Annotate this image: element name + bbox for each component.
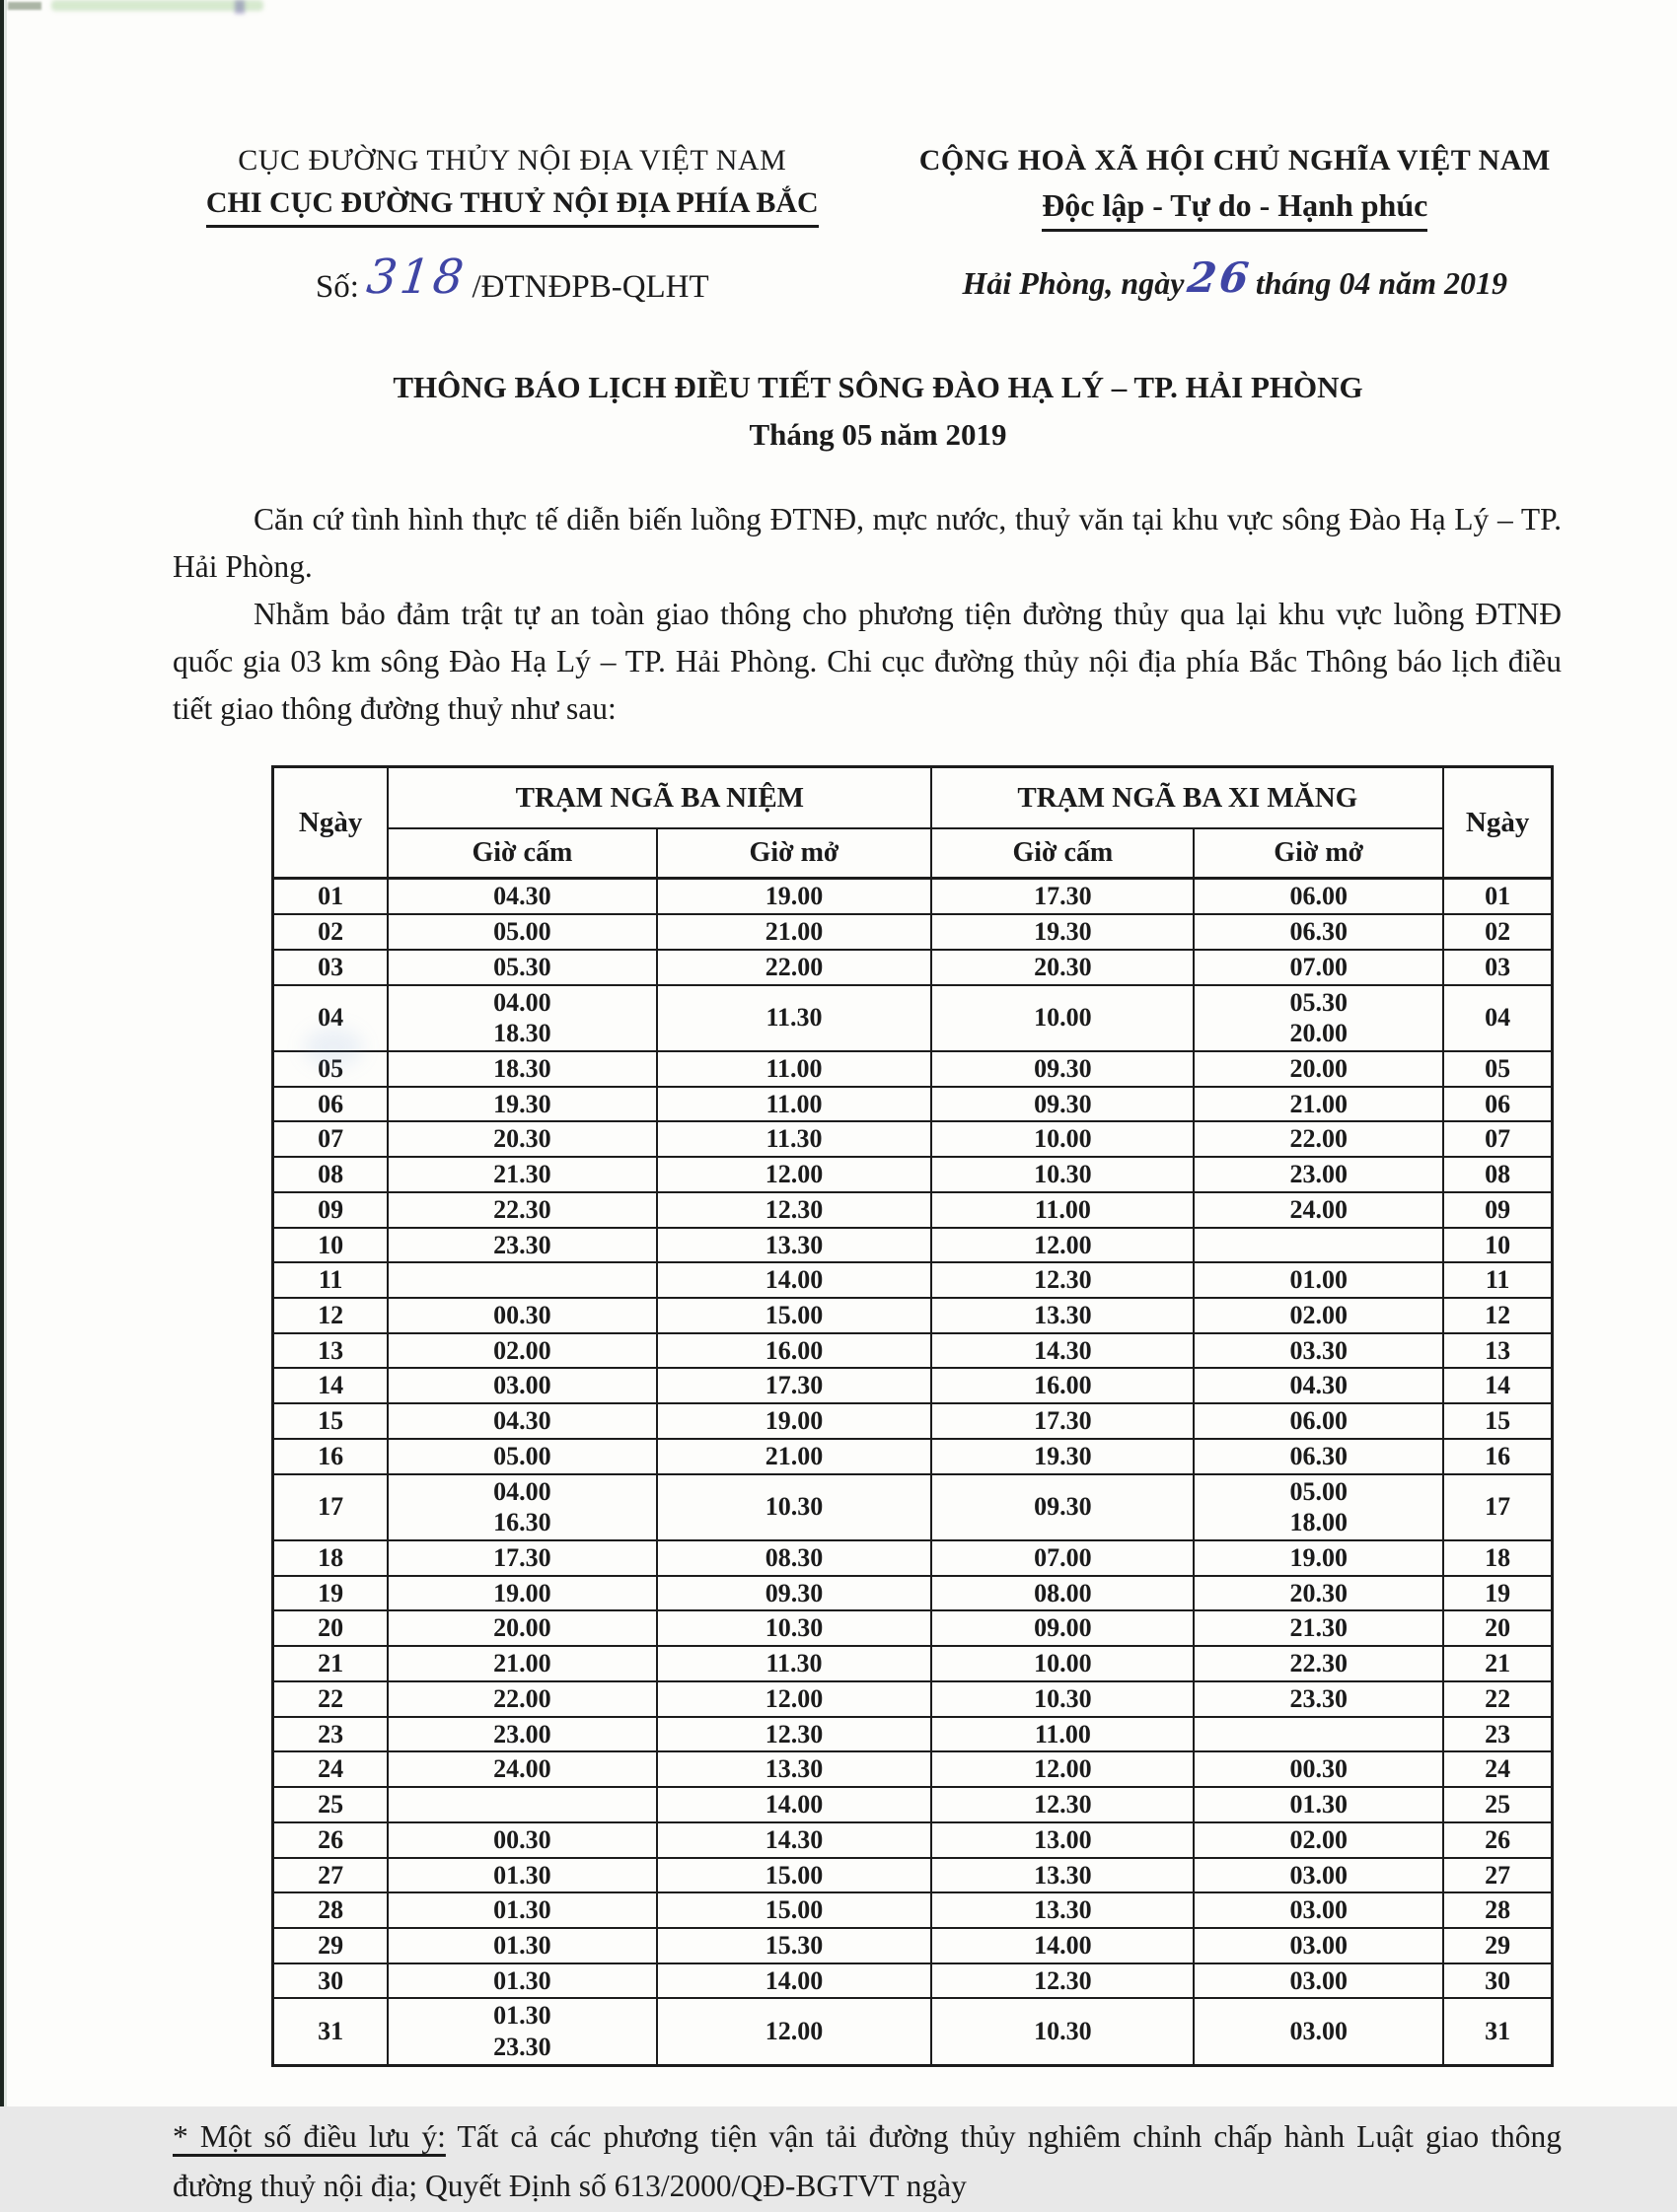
ximang-closed-cell: 14.00 xyxy=(931,1928,1194,1963)
day-cell-left: 24 xyxy=(273,1751,389,1787)
day-cell-left: 02 xyxy=(273,914,389,950)
national-motto-block xyxy=(852,144,1618,309)
day-cell-left: 26 xyxy=(273,1822,389,1858)
niem-open-cell: 21.00 xyxy=(657,1439,932,1474)
station1-open-header: Giờ mở xyxy=(657,828,932,879)
table-row xyxy=(273,1192,1553,1228)
niem-closed-cell: 22.00 xyxy=(388,1681,656,1717)
day-cell-left: 31 xyxy=(273,1998,389,2065)
niem-closed-cell: 01.30 xyxy=(388,1928,656,1963)
niem-open-cell: 14.00 xyxy=(657,1963,932,1999)
ximang-closed-cell: 11.00 xyxy=(931,1717,1194,1752)
table-row xyxy=(273,1998,1553,2065)
date-suffix: tháng 04 năm 2019 xyxy=(1255,265,1508,301)
niem-open-cell: 11.30 xyxy=(657,1646,932,1681)
day-cell-left: 21 xyxy=(273,1646,389,1681)
table-row xyxy=(273,1540,1553,1576)
niem-closed-cell: 01.30 xyxy=(388,1963,656,1999)
ximang-open-cell: 23.00 xyxy=(1194,1157,1443,1192)
scan-smudge-artifact xyxy=(51,0,263,11)
niem-open-cell: 11.00 xyxy=(657,1051,932,1087)
ximang-open-cell: 03.00 xyxy=(1194,1928,1443,1963)
niem-open-cell: 17.30 xyxy=(657,1368,932,1403)
niem-open-cell: 12.30 xyxy=(657,1192,932,1228)
ximang-open-cell: 03.00 xyxy=(1194,1892,1443,1928)
niem-open-cell: 14.00 xyxy=(657,1262,932,1298)
day-cell-right: 22 xyxy=(1443,1681,1552,1717)
day-cell-right: 19 xyxy=(1443,1576,1552,1611)
title-line-1: THÔNG BÁO LỊCH ĐIỀU TIẾT SÔNG ĐÀO HẠ LÝ – TP. HẢI PHÒNG xyxy=(393,370,1363,404)
day-cell-right: 29 xyxy=(1443,1928,1552,1963)
ximang-closed-cell: 10.00 xyxy=(931,1121,1194,1157)
niem-closed-cell: 04.00 16.30 xyxy=(388,1474,656,1540)
ximang-open-cell: 05.00 18.00 xyxy=(1194,1474,1443,1540)
day-cell-right: 14 xyxy=(1443,1368,1552,1403)
niem-closed-cell: 20.30 xyxy=(388,1121,656,1157)
table-row xyxy=(273,1439,1553,1474)
country-name: CỘNG HOÀ XÃ HỘI CHỦ NGHĨA VIỆT NAM xyxy=(918,144,1551,177)
ximang-open-cell: 04.30 xyxy=(1194,1368,1443,1403)
regulation-schedule-table xyxy=(271,765,1554,2066)
day-cell-left: 06 xyxy=(273,1087,389,1122)
day-cell-left: 04 xyxy=(273,985,389,1051)
day-cell-left: 28 xyxy=(273,1892,389,1928)
day-cell-right: 12 xyxy=(1443,1298,1552,1333)
day-cell-right: 18 xyxy=(1443,1540,1552,1576)
ximang-open-cell xyxy=(1194,1717,1443,1752)
ximang-closed-cell: 10.00 xyxy=(931,985,1194,1051)
niem-closed-cell: 22.30 xyxy=(388,1192,656,1228)
ximang-closed-cell: 17.30 xyxy=(931,1403,1194,1439)
day-cell-right: 09 xyxy=(1443,1192,1552,1228)
day-cell-right: 01 xyxy=(1443,879,1552,914)
niem-closed-cell: 05.00 xyxy=(388,1439,656,1474)
day-cell-left: 08 xyxy=(273,1157,389,1192)
table-header xyxy=(273,767,1553,879)
ximang-closed-cell: 10.30 xyxy=(931,1681,1194,1717)
agency-name: CHI CỤC ĐƯỜNG THUỶ NỘI ĐỊA PHÍA BẮC xyxy=(173,186,852,228)
ximang-closed-cell: 19.30 xyxy=(931,914,1194,950)
niem-closed-cell: 01.30 xyxy=(388,1892,656,1928)
ximang-open-cell: 00.30 xyxy=(1194,1751,1443,1787)
station2-header: TRẠM NGÃ BA XI MĂNG xyxy=(931,767,1443,829)
handwritten-day-number: 26 xyxy=(1185,253,1255,302)
table-row xyxy=(273,1228,1553,1263)
niem-closed-cell: 19.30 xyxy=(388,1087,656,1122)
day-cell-left: 16 xyxy=(273,1439,389,1474)
niem-open-cell: 15.00 xyxy=(657,1858,932,1893)
issuing-agency-block xyxy=(173,144,852,309)
ximang-closed-cell: 17.30 xyxy=(931,879,1194,914)
station2-closed-header: Giờ cấm xyxy=(931,828,1194,879)
ximang-closed-cell: 13.30 xyxy=(931,1892,1194,1928)
niem-open-cell: 10.30 xyxy=(657,1610,932,1646)
niem-closed-cell: 05.30 xyxy=(388,950,656,985)
ximang-open-cell: 01.30 xyxy=(1194,1787,1443,1822)
day-cell-left: 22 xyxy=(273,1681,389,1717)
footer-note-label: * Một số điều lưu ý: xyxy=(173,2118,446,2154)
scan-edge-artifact-light xyxy=(4,0,7,2106)
niem-open-cell: 10.30 xyxy=(657,1474,932,1540)
ximang-closed-cell: 07.00 xyxy=(931,1540,1194,1576)
niem-open-cell: 19.00 xyxy=(657,1403,932,1439)
title-line-2: Tháng 05 năm 2019 xyxy=(749,417,1007,452)
niem-closed-cell: 21.30 xyxy=(388,1157,656,1192)
day-cell-left: 20 xyxy=(273,1610,389,1646)
table-row xyxy=(273,879,1553,914)
ximang-closed-cell: 12.30 xyxy=(931,1963,1194,1999)
niem-closed-cell: 23.00 xyxy=(388,1717,656,1752)
niem-open-cell: 13.30 xyxy=(657,1228,932,1263)
day-cell-right: 31 xyxy=(1443,1998,1552,2065)
table-row xyxy=(273,950,1553,985)
day-cell-left: 01 xyxy=(273,879,389,914)
niem-open-cell: 19.00 xyxy=(657,879,932,914)
day-cell-right: 30 xyxy=(1443,1963,1552,1999)
station2-open-header: Giờ mở xyxy=(1194,828,1443,879)
station1-header: TRẠM NGÃ BA NIỆM xyxy=(388,767,931,829)
day-cell-right: 13 xyxy=(1443,1333,1552,1369)
day-cell-right: 07 xyxy=(1443,1121,1552,1157)
document-number-prefix: Số: xyxy=(315,269,359,305)
ximang-open-cell: 21.00 xyxy=(1194,1087,1443,1122)
table-row xyxy=(273,1474,1553,1540)
day-cell-left: 13 xyxy=(273,1333,389,1369)
table-row xyxy=(273,1157,1553,1192)
ximang-closed-cell: 10.00 xyxy=(931,1646,1194,1681)
day-cell-left: 18 xyxy=(273,1540,389,1576)
ximang-closed-cell: 09.30 xyxy=(931,1051,1194,1087)
handwritten-document-number: 318 xyxy=(363,250,470,305)
table-row xyxy=(273,1610,1553,1646)
niem-open-cell: 12.00 xyxy=(657,1681,932,1717)
day-cell-right: 23 xyxy=(1443,1717,1552,1752)
niem-closed-cell: 18.30 xyxy=(388,1051,656,1087)
ximang-open-cell: 02.00 xyxy=(1194,1822,1443,1858)
niem-closed-cell: 01.30 23.30 xyxy=(388,1998,656,2065)
day-cell-right: 06 xyxy=(1443,1087,1552,1122)
ximang-closed-cell: 10.30 xyxy=(931,1157,1194,1192)
paragraph-basis: Căn cứ tình hình thực tế diễn biến luồng ĐTNĐ, mực nước, thuỷ văn tại khu vực sông Đào Hạ Lý – TP. Hải Phòng. xyxy=(173,502,1562,584)
ximang-open-cell: 06.30 xyxy=(1194,914,1443,950)
niem-closed-cell: 17.30 xyxy=(388,1540,656,1576)
niem-closed-cell xyxy=(388,1262,656,1298)
day-cell-right: 16 xyxy=(1443,1439,1552,1474)
day-cell-right: 03 xyxy=(1443,950,1552,985)
day-cell-right: 02 xyxy=(1443,914,1552,950)
table-row xyxy=(273,1717,1553,1752)
ximang-open-cell xyxy=(1194,1228,1443,1263)
day-cell-right: 27 xyxy=(1443,1858,1552,1893)
ximang-closed-cell: 12.30 xyxy=(931,1262,1194,1298)
table-row xyxy=(273,1262,1553,1298)
day-cell-left: 27 xyxy=(273,1858,389,1893)
niem-open-cell: 11.00 xyxy=(657,1087,932,1122)
table-row xyxy=(273,1787,1553,1822)
day-cell-right: 25 xyxy=(1443,1787,1552,1822)
ximang-closed-cell: 14.30 xyxy=(931,1333,1194,1369)
table-row xyxy=(273,1681,1553,1717)
day-cell-left: 03 xyxy=(273,950,389,985)
day-cell-right: 10 xyxy=(1443,1228,1552,1263)
niem-closed-cell: 00.30 xyxy=(388,1298,656,1333)
ximang-closed-cell: 13.30 xyxy=(931,1858,1194,1893)
ximang-open-cell: 21.30 xyxy=(1194,1610,1443,1646)
ximang-closed-cell: 12.30 xyxy=(931,1787,1194,1822)
niem-open-cell: 08.30 xyxy=(657,1540,932,1576)
day-column-header-left: Ngày xyxy=(273,767,389,879)
date-prefix: Hải Phòng, ngày xyxy=(962,265,1185,301)
niem-closed-cell: 23.30 xyxy=(388,1228,656,1263)
ximang-open-cell: 20.30 xyxy=(1194,1576,1443,1611)
table-row xyxy=(273,1963,1553,1999)
niem-open-cell: 16.00 xyxy=(657,1333,932,1369)
table-row xyxy=(273,1087,1553,1122)
table-row xyxy=(273,1646,1553,1681)
ximang-open-cell: 03.00 xyxy=(1194,1963,1443,1999)
table-row xyxy=(273,1368,1553,1403)
table-row xyxy=(273,1298,1553,1333)
scan-smudge-artifact xyxy=(8,2,41,10)
ximang-open-cell: 03.30 xyxy=(1194,1333,1443,1369)
parent-agency-name: CỤC ĐƯỜNG THỦY NỘI ĐỊA VIỆT NAM xyxy=(238,144,787,177)
ximang-open-cell: 01.00 xyxy=(1194,1262,1443,1298)
day-cell-left: 09 xyxy=(273,1192,389,1228)
ximang-open-cell: 05.30 20.00 xyxy=(1194,985,1443,1051)
day-cell-right: 21 xyxy=(1443,1646,1552,1681)
ximang-closed-cell: 10.30 xyxy=(931,1998,1194,2065)
ximang-closed-cell: 12.00 xyxy=(931,1228,1194,1263)
niem-open-cell: 15.00 xyxy=(657,1298,932,1333)
niem-closed-cell: 04.00 18.30 xyxy=(388,985,656,1051)
niem-open-cell: 14.00 xyxy=(657,1787,932,1822)
day-cell-right: 26 xyxy=(1443,1822,1552,1858)
ximang-open-cell: 03.00 xyxy=(1194,1998,1443,2065)
day-cell-right: 04 xyxy=(1443,985,1552,1051)
day-cell-left: 23 xyxy=(273,1717,389,1752)
table-row xyxy=(273,1928,1553,1963)
table-row xyxy=(273,1822,1553,1858)
ximang-open-cell: 07.00 xyxy=(1194,950,1443,985)
day-cell-right: 08 xyxy=(1443,1157,1552,1192)
niem-open-cell: 15.30 xyxy=(657,1928,932,1963)
station1-closed-header: Giờ cấm xyxy=(388,828,656,879)
document-header xyxy=(173,144,1618,309)
day-cell-right: 11 xyxy=(1443,1262,1552,1298)
ximang-closed-cell: 09.30 xyxy=(931,1474,1194,1540)
day-cell-right: 17 xyxy=(1443,1474,1552,1540)
niem-open-cell: 11.30 xyxy=(657,985,932,1051)
day-cell-left: 10 xyxy=(273,1228,389,1263)
table-row xyxy=(273,1892,1553,1928)
day-cell-left: 14 xyxy=(273,1368,389,1403)
ximang-open-cell: 19.00 xyxy=(1194,1540,1443,1576)
ximang-closed-cell: 09.30 xyxy=(931,1087,1194,1122)
niem-open-cell: 15.00 xyxy=(657,1892,932,1928)
ximang-closed-cell: 11.00 xyxy=(931,1192,1194,1228)
day-cell-left: 25 xyxy=(273,1787,389,1822)
place-date-line xyxy=(852,255,1618,304)
ximang-open-cell: 22.30 xyxy=(1194,1646,1443,1681)
ximang-closed-cell: 19.30 xyxy=(931,1439,1194,1474)
schedule-table-body xyxy=(273,879,1553,2065)
niem-open-cell: 12.00 xyxy=(657,1998,932,2065)
ximang-closed-cell: 13.30 xyxy=(931,1298,1194,1333)
niem-open-cell: 12.00 xyxy=(657,1157,932,1192)
ximang-closed-cell: 16.00 xyxy=(931,1368,1194,1403)
ximang-open-cell: 02.00 xyxy=(1194,1298,1443,1333)
day-cell-left: 07 xyxy=(273,1121,389,1157)
niem-closed-cell: 04.30 xyxy=(388,1403,656,1439)
footer-note xyxy=(173,2112,1562,2212)
footer-note-text: Tất cả các phương tiện vận tải đường thủy nghiêm chỉnh chấp hành Luật giao thông đường thuỷ nội địa; Quyết Định số 613/2000/QĐ-BGTVT ngày xyxy=(173,2118,1562,2204)
day-cell-left: 05 xyxy=(273,1051,389,1087)
ximang-open-cell: 03.00 xyxy=(1194,1858,1443,1893)
table-row xyxy=(273,914,1553,950)
ximang-closed-cell: 09.00 xyxy=(931,1610,1194,1646)
table-row xyxy=(273,1751,1553,1787)
niem-open-cell: 21.00 xyxy=(657,914,932,950)
document-number-suffix: /ĐTNĐPB-QLHT xyxy=(472,269,709,305)
niem-closed-cell xyxy=(388,1787,656,1822)
day-cell-left: 29 xyxy=(273,1928,389,1963)
niem-open-cell: 12.30 xyxy=(657,1717,932,1752)
niem-closed-cell: 05.00 xyxy=(388,914,656,950)
niem-closed-cell: 21.00 xyxy=(388,1646,656,1681)
niem-closed-cell: 03.00 xyxy=(388,1368,656,1403)
niem-open-cell: 22.00 xyxy=(657,950,932,985)
document-title xyxy=(173,370,1583,453)
niem-closed-cell: 20.00 xyxy=(388,1610,656,1646)
ximang-open-cell: 06.30 xyxy=(1194,1439,1443,1474)
niem-open-cell: 14.30 xyxy=(657,1822,932,1858)
table-row xyxy=(273,1121,1553,1157)
paragraph-purpose: Nhằm bảo đảm trật tự an toàn giao thông cho phương tiện đường thủy qua lại khu vực luồng ĐTNĐ quốc gia 03 km sông Đào Hạ Lý – TP. Hải Phòng. Chi cục đường thủy nội địa phía Bắc Thông báo lịch điều tiết giao thông đường thuỷ như sau: xyxy=(173,596,1562,726)
day-cell-left: 11 xyxy=(273,1262,389,1298)
day-cell-right: 15 xyxy=(1443,1403,1552,1439)
document-number-line xyxy=(173,250,852,309)
ximang-closed-cell: 13.00 xyxy=(931,1822,1194,1858)
scan-watermark-artifact xyxy=(304,1028,363,1067)
niem-open-cell: 11.30 xyxy=(657,1121,932,1157)
table-row xyxy=(273,985,1553,1051)
ximang-open-cell: 22.00 xyxy=(1194,1121,1443,1157)
ximang-closed-cell: 08.00 xyxy=(931,1576,1194,1611)
day-cell-right: 24 xyxy=(1443,1751,1552,1787)
scan-smudge-artifact xyxy=(235,0,245,14)
ximang-open-cell: 06.00 xyxy=(1194,879,1443,914)
table-row xyxy=(273,1051,1553,1087)
ximang-open-cell: 06.00 xyxy=(1194,1403,1443,1439)
day-cell-left: 17 xyxy=(273,1474,389,1540)
ximang-open-cell: 23.30 xyxy=(1194,1681,1443,1717)
niem-open-cell: 09.30 xyxy=(657,1576,932,1611)
day-cell-right: 20 xyxy=(1443,1610,1552,1646)
ximang-open-cell: 20.00 xyxy=(1194,1051,1443,1087)
day-cell-left: 15 xyxy=(273,1403,389,1439)
national-motto: Độc lập - Tự do - Hạnh phúc xyxy=(852,187,1618,232)
day-cell-left: 12 xyxy=(273,1298,389,1333)
table-row xyxy=(273,1333,1553,1369)
niem-closed-cell: 24.00 xyxy=(388,1751,656,1787)
day-column-header-right: Ngày xyxy=(1443,767,1552,879)
niem-closed-cell: 19.00 xyxy=(388,1576,656,1611)
niem-closed-cell: 01.30 xyxy=(388,1858,656,1893)
niem-open-cell: 13.30 xyxy=(657,1751,932,1787)
table-row xyxy=(273,1403,1553,1439)
day-cell-left: 19 xyxy=(273,1576,389,1611)
niem-closed-cell: 00.30 xyxy=(388,1822,656,1858)
day-cell-right: 05 xyxy=(1443,1051,1552,1087)
day-cell-left: 30 xyxy=(273,1963,389,1999)
ximang-closed-cell: 20.30 xyxy=(931,950,1194,985)
ximang-open-cell: 24.00 xyxy=(1194,1192,1443,1228)
table-row xyxy=(273,1858,1553,1893)
day-cell-right: 28 xyxy=(1443,1892,1552,1928)
niem-closed-cell: 02.00 xyxy=(388,1333,656,1369)
ximang-closed-cell: 12.00 xyxy=(931,1751,1194,1787)
table-row xyxy=(273,1576,1553,1611)
niem-closed-cell: 04.30 xyxy=(388,879,656,914)
